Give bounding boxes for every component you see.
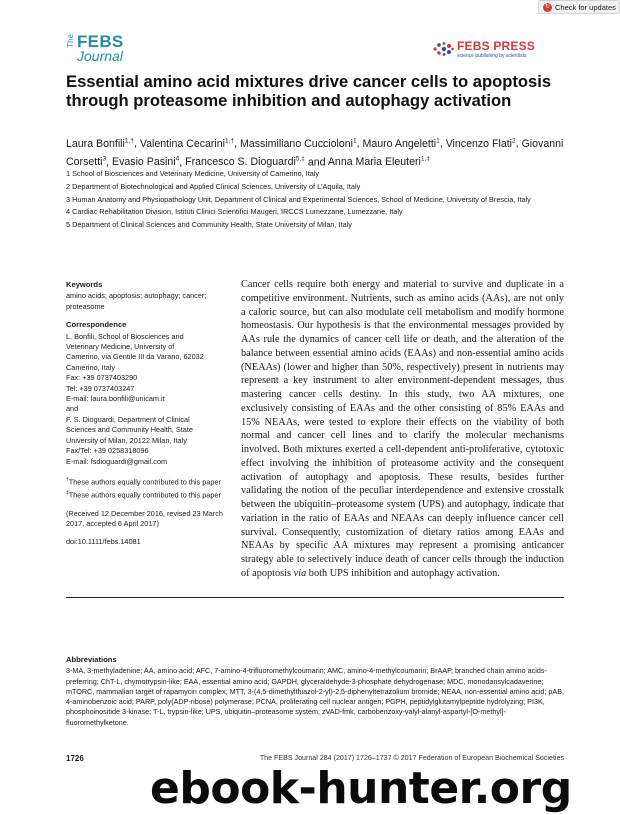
correspondence-heading: Correspondence: [66, 320, 127, 330]
logo-febs: FEBS: [77, 32, 124, 51]
affiliation: 1 School of Biosciences and Veterinary Medicine, University of Camerino, Italy: [66, 169, 320, 178]
affiliation: 4 Cardiac Rehabilitation Division, Istituti Clinici Scientifici Maugeri, IRCCS Lumezzane, Lumezzane, Italy: [66, 207, 403, 217]
author-list: Laura Bonfili$^{1,\dagger}$, Valentina Cecarini$^{1,\dagger}$, Massimiliano Cuccioloni$^1$, Mauro Angeletti$^1$, Vincenzo Flati$^2$, Giovanni Corsetti$^3$, Evasio Pasini$^4$, Francesco S. Dioguardi$^{5,\ddagger}$ and Anna Maria Eleuteri$^{1,\ddagger}$: [66, 137, 564, 169]
correspondence-line: Tel: +39 0737403247: [66, 383, 135, 393]
update-icon: ↻: [544, 3, 551, 10]
received-dates: (Received 12 December 2016, revised 23 March 2017, accepted 6 April 2017): [66, 508, 223, 528]
author: Vincenzo Flati$^2$: [445, 137, 516, 150]
article-title: Essential amino acid mixtures drive cancer cells to apoptosis through proteasome inhibition and autophagy activation: [66, 72, 552, 110]
author: Evasio Pasini$^4$: [112, 155, 180, 169]
watermark: ebook-hunter.org: [150, 763, 572, 814]
correspondence-line: Fax: +39 0737403290: [66, 373, 138, 383]
logo-the: The: [66, 34, 75, 48]
correspondence-line: Camerino, Italy: [66, 362, 116, 372]
dagger-note: †These authors equally contributed to this paper: [66, 476, 221, 487]
section-divider: [66, 597, 564, 598]
journal-footer: The FEBS Journal 284 (2017) 1726–1737 © 2017 Federation of European Biochemical Societies: [259, 754, 564, 762]
affiliation: 3 Human Anatomy and Physiopathology Unit, Department of Clinical and Experimental Sciences, School of Medicine, University of Brescia, Italy: [66, 194, 531, 204]
abbreviations-text: 3-MA, 3-methyladenine; AA, amino acid; AFC, 7-amino-4-trifluoromethylcoumarin; AMC, amino-4-methylcoumarin; BrAAP, branched chain amino acids-preferring; ChT-L, chymotrypsin-like; EAA, essential amino acid; GAPDH, glyceraldehyde-3-phosphate dehydrogenase; MDC, monodansylcadaverine; mTORC, mammalian target of rapamycin complex; MTT, 3-(4,5-dimethylthiazol-2-yl)-2,5-diphenyltetrazolium bromide; NEAA, non-essential amino acid; pAB, 4-aminobenzoic acid; PARP, poly(ADP-ribose) polymerase; PCNA, proliferating cell nuclear antigen; PGPH, peptidylglutamylpeptide hydrolyzing; PI3K, phosphoinositide 3-kinase; T-L, trypsin-like; UPS, ubiquitin–proteasome system; zVAD-fmk, carbobenzoxy-valyl-alanyl-aspartyl-[O-methyl]-fluoromethylketone.: [66, 666, 564, 727]
sidebar-metadata: [66, 280, 226, 548]
correspondence-line[interactable]: E-mail: laura.bonfili@unicam.it: [66, 394, 165, 404]
keywords-heading: Keywords: [66, 280, 103, 289]
press-name: FEBS PRESS: [457, 39, 536, 53]
affiliation: 5 Department of Clinical Sciences and Community Health, State University of Milan, Italy: [66, 220, 352, 230]
febs-journal-logo: [66, 32, 161, 62]
author: Giovanni Corsetti$^3$: [66, 137, 564, 169]
check-for-updates-button[interactable]: [538, 0, 620, 14]
correspondence-line: Veterinary Medicine, University of: [66, 342, 175, 352]
correspondence-line[interactable]: E-mail: fsdioguardi@gmail.com: [66, 456, 168, 466]
logo-journal: Journal: [77, 48, 123, 64]
author: Massimiliano Cuccioloni$^1$: [239, 137, 357, 150]
check-for-updates-label: Check for updates: [555, 2, 616, 12]
author: Valentina Cecarini$^{1,\dagger}$: [139, 137, 235, 150]
double-dagger-note: ‡These authors equally contributed to this paper: [66, 489, 221, 500]
author: Laura Bonfili$^{1,\dagger}$: [66, 137, 134, 150]
author: Mauro Angeletti$^1$: [362, 137, 440, 150]
correspondence-line: University of Milan, 20122 Milan, Italy: [66, 435, 187, 445]
abbreviations-section: [66, 655, 564, 728]
correspondence-line: Sciences and Community Health, State: [66, 425, 193, 435]
correspondence-line: and: [66, 404, 79, 414]
author: Anna Maria Eleuteri$^{1,\ddagger}$: [327, 155, 430, 169]
affiliation: 2 Department of Biotechnological and Applied Clinical Sciences, University of L'Aquila, Italy: [66, 181, 361, 191]
correspondence-line: Fax/Tel: +39 0258318096: [66, 446, 149, 456]
correspondence-line: F. S. Dioguardi, Department of Clinical: [66, 414, 190, 424]
affiliation-list: [66, 168, 566, 232]
page-number: 1726: [66, 754, 84, 763]
abbreviations-heading: Abbreviations: [66, 655, 117, 664]
febs-press-dots-icon: [432, 41, 454, 57]
press-tagline: science publishing by scientists: [457, 53, 527, 59]
febs-press-logo: [432, 39, 552, 61]
author: Francesco S. Dioguardi$^{5,\ddagger}$: [185, 155, 305, 169]
doi[interactable]: doi:10.1111/febs.14081: [66, 537, 141, 547]
correspondence-line: Camerino, via Gentile III da Varano, 62032: [66, 352, 204, 362]
abstract: Cancer cells require both energy and material to survive and duplicate in a competitive environment. Nutrients, such as amino acids (AAs), are not only a caloric source, but can also modulate cell metabolism and modify hormone homeostasis. Our hypothesis is that the environmental messages provided by AAs rule the dynamics of cancer cell life or death, and the alteration of the balance between essential amino acids (EAAs) and non-essential amino acids (NEAAs) (lower and higher than 50%, respectively) present in nutrients may represent a key instrument to alter environment-dependent messages, thus mastering cancer cells destiny. In this study, two AA mixtures, one exclusively consisting of EAAs and the other consisting of 85% EAAs and 15% NEAAs, were tested to explore their effects on the viability of both normal and cancer cell lines and to clarify the molecular mechanisms involved. Both mixtures exerted a cell-dependent anti-proliferative, cytotoxic effect involving the inhibition of proteasome activity and the consequent activation of autophagy and apoptosis. These results, besides further validating the notion of the peculiar interdependence and extensive crosstalk between the ubiquitin–proteasome system (UPS) and autophagy, indicate that variation in the ratio of EAAs and NEAAs can deeply influence cancer cell survival. Consequently, customization of dietary ratios among EAAs and NEAAs by specific AA mixtures may represent a promising anticancer strategy able to selectively induce death of cancer cells through the induction of apoptosis via both UPS inhibition and autophagy activation.: [241, 279, 564, 579]
correspondence-line: L. Bonfili, School of Biosciences and: [66, 331, 184, 341]
keywords-text: amino acids; apoptosis; autophagy; cancer; proteasome: [66, 291, 207, 311]
